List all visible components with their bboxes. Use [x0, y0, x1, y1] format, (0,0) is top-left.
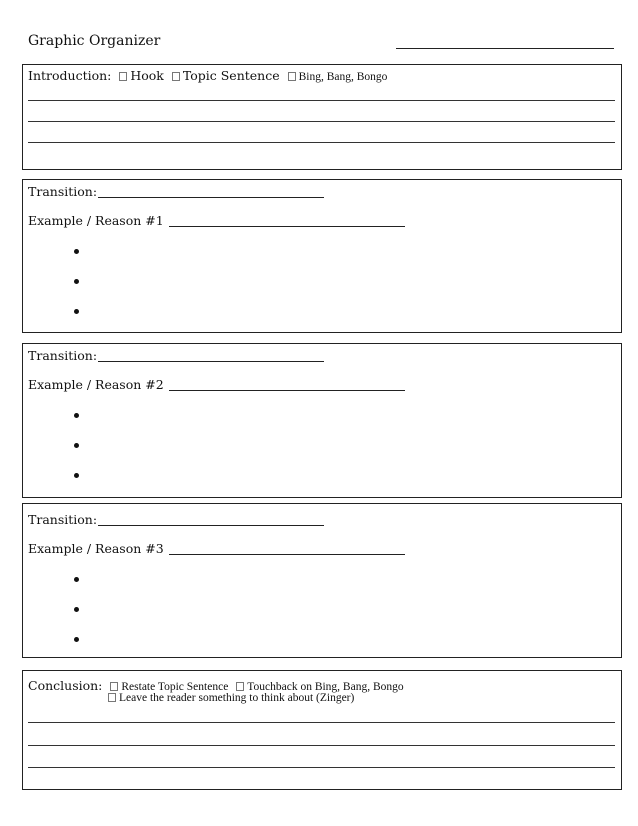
writing-line[interactable]	[28, 722, 615, 723]
example-row	[28, 213, 405, 228]
topic-sentence-checkbox[interactable]	[172, 72, 180, 81]
conclusion-label: Conclusion:	[28, 678, 103, 693]
bullet-icon	[74, 413, 79, 418]
writing-line[interactable]	[28, 142, 615, 143]
topic-sentence-option: Topic Sentence	[182, 68, 280, 83]
example-row	[28, 377, 405, 392]
zinger-row	[104, 692, 354, 704]
writing-line[interactable]	[28, 121, 615, 122]
transition-label: Transition:	[28, 512, 98, 527]
transition-label: Transition:	[28, 348, 98, 363]
conclusion-box	[22, 670, 622, 790]
zinger-checkbox[interactable]	[108, 693, 116, 702]
bullet-icon	[74, 607, 79, 612]
transition-line[interactable]	[98, 361, 324, 362]
bullet-icon	[74, 637, 79, 642]
transition-label: Transition:	[28, 184, 98, 199]
example-line[interactable]	[169, 554, 405, 555]
bullet-icon	[74, 443, 79, 448]
writing-line[interactable]	[28, 100, 615, 101]
restate-checkbox[interactable]	[110, 682, 118, 691]
bullet-icon	[74, 473, 79, 478]
hook-option: Hook	[130, 68, 164, 83]
restate-option: Restate Topic Sentence	[121, 681, 229, 693]
hook-checkbox[interactable]	[119, 72, 127, 81]
page-title: Graphic Organizer	[28, 33, 161, 49]
transition-line[interactable]	[98, 525, 324, 526]
example-line[interactable]	[169, 390, 405, 391]
example-label: Example / Reason #1	[28, 213, 164, 228]
bullet-icon	[74, 249, 79, 254]
bing-bang-bongo-checkbox[interactable]	[288, 72, 296, 81]
zinger-option: Leave the reader something to think about (Zinger)	[119, 692, 355, 704]
transition-row	[28, 348, 324, 363]
name-line[interactable]	[396, 48, 614, 49]
bullet-icon	[74, 577, 79, 582]
section-1-box	[22, 179, 622, 333]
example-label: Example / Reason #3	[28, 541, 164, 556]
transition-row	[28, 512, 324, 527]
bullet-icon	[74, 279, 79, 284]
introduction-row	[28, 68, 387, 83]
bullet-icon	[74, 309, 79, 314]
bing-bang-bongo-option: Bing, Bang, Bongo	[298, 71, 388, 83]
writing-line[interactable]	[28, 767, 615, 768]
example-label: Example / Reason #2	[28, 377, 164, 392]
introduction-box	[22, 64, 622, 170]
conclusion-row	[28, 678, 404, 693]
example-line[interactable]	[169, 226, 405, 227]
writing-line[interactable]	[28, 745, 615, 746]
introduction-label: Introduction:	[28, 68, 112, 83]
transition-row	[28, 184, 324, 199]
touchback-checkbox[interactable]	[236, 682, 244, 691]
section-2-box	[22, 343, 622, 498]
transition-line[interactable]	[98, 197, 324, 198]
section-3-box	[22, 503, 622, 658]
touchback-option: Touchback on Bing, Bang, Bongo	[247, 681, 404, 693]
example-row	[28, 541, 405, 556]
